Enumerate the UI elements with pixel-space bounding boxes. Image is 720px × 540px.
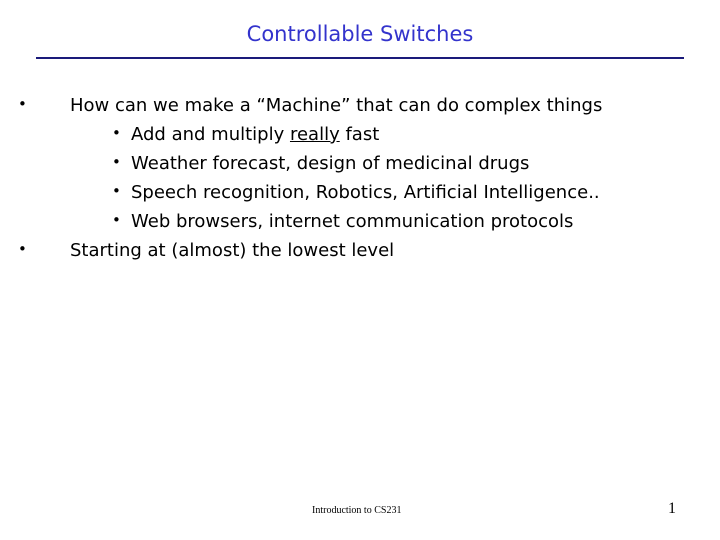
bullet-icon: • [112,182,121,200]
bullet-item-machine: How can we make a “Machine” that can do complex things [70,95,603,116]
emphasis-really: really [289,124,340,145]
bullet-icon: • [112,153,121,171]
sub-bullet-text: Add and multiply [131,124,290,145]
sub-bullet-web: Web browsers, internet communication protocols [131,211,574,232]
bullet-icon: • [18,95,27,113]
page-number: 1 [668,500,676,517]
bullet-icon: • [18,240,27,258]
sub-bullet-text: fast [339,124,380,145]
title-divider [36,57,684,59]
bullet-icon: • [112,124,121,142]
sub-bullet-add-multiply [131,124,379,145]
sub-bullet-weather: Weather forecast, design of medicinal drugs [131,153,530,174]
bullet-icon: • [112,211,121,229]
sub-bullet-speech: Speech recognition, Robotics, Artificial Intelligence.. [131,182,600,203]
bullet-item-starting: Starting at (almost) the lowest level [70,240,395,261]
slide-title: Controllable Switches [246,22,474,46]
slide-footer: Introduction to CS231 [312,505,402,516]
